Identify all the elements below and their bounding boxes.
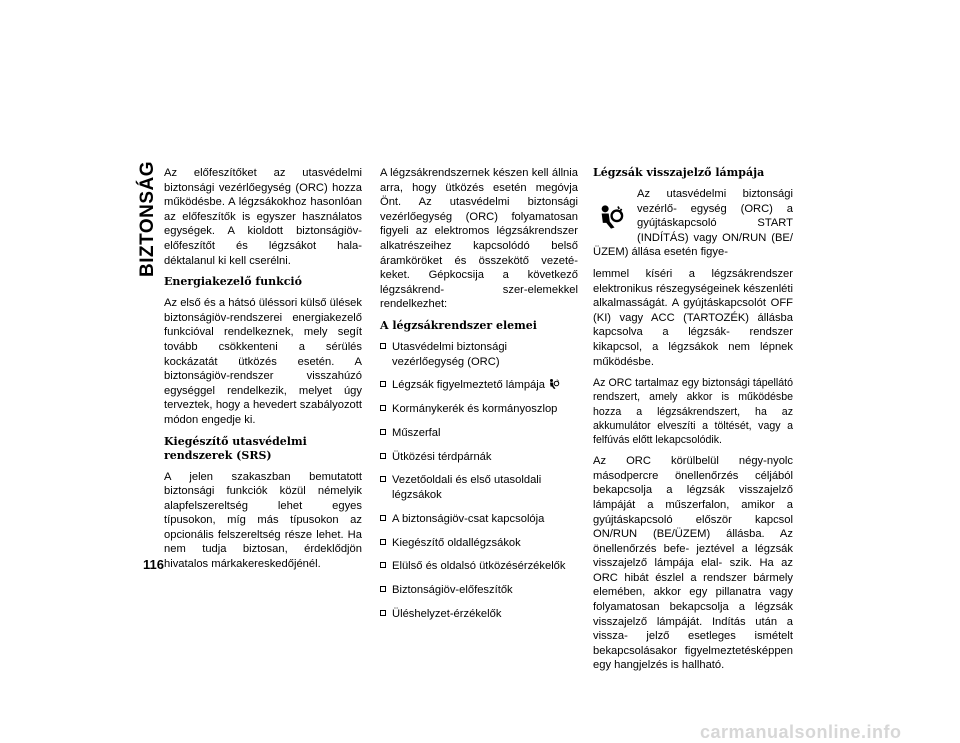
checkbox-square-icon [380, 539, 386, 545]
heading-energy-management: Energiakezelő funkció [164, 275, 302, 289]
heading-airbag-components: A légzsákrendszer elemei [380, 318, 537, 332]
checkbox-square-icon [380, 453, 386, 459]
checkbox-square-icon [380, 429, 386, 435]
paragraph-warning-light-intro: Az utasvédelmi biztonsági vezérlő- egység (ORC) a gyújtáskapcsoló START (INDÍTÁS) vagy ON/RUN (BE/ÜZEM) állása esetén figye- [593, 188, 793, 259]
section-title: BIZTONSÁG [137, 160, 158, 278]
checkbox-square-icon [380, 610, 386, 616]
checkbox-square-icon [380, 562, 386, 568]
checkbox-square-icon [380, 476, 386, 482]
paragraph-warning-light-cont: lemmel kíséri a légzsákrendszer elektronikus részegységeinek készenléti alkalmasságát. A gyújtáskapcsolót OFF (KI) vagy ACC (TARTOZÉK) állásba kapcsolva a légzsák- rendszer kikapcsol, a légzsákok nem lépnek működésbe. [593, 267, 793, 368]
heading-airbag-warning-light: Légzsák visszajelző lámpája [593, 166, 765, 179]
paragraph-energy-management: Az első és a hátsó üléssori külső ülések biztonságiöv-rendszerei energiakezelő funkcióval rendelkeznek, mely segít tovább csökkenteni a sérülés kockázatát ütközés esetén. A biztonságiöv-rendszer visszahúzó egységgel rendelkezik, melyet úgy terveztek, hogy a hevedert szabályozott módon engedje ki. [164, 297, 362, 426]
paragraph-backup-power: Az ORC tartalmaz egy biztonsági tápellátó rendszert, amely akkor is működésbe hozza a légzsákrendszert, ha az akkumulátor elveszíti a töltését, vagy a felfúvás előtt lekapcsolódik. [593, 377, 793, 446]
warning-light-block [593, 187, 793, 260]
paragraph-airbag-system: A légzsákrendszernek készen kell állnia arra, hogy ütközés esetén megóvja Önt. Az utasvédelmi biztonsági vezérlőegység (ORC) folyamatosan figyeli az elektromos légzsákrendszer alkatrészeihez kapcsolódó belső áramköröket és összekötő vezeté- keket. Gépkocsija a következő légzsákrend- szer-elemekkel rendelkezhet: [380, 167, 578, 311]
watermark: carmanualsonline.info [700, 722, 902, 742]
checkbox-square-icon [380, 343, 386, 349]
list-item: Utasvédelmi biztonsági vezérlőegység (ORC) [380, 340, 578, 369]
list-item: Kiegészítő oldallégzsákok [380, 536, 578, 551]
list-item: Kormánykerék és kormányoszlop [380, 402, 578, 417]
paragraph-pretensioner: Az előfeszítőket az utasvédelmi biztonsági vezérlőegység (ORC) hozza működésbe. A légzsákokhoz hasonlóan az előfeszítők is egyszer használatos egységek. A kioldott biztonságiöv-előfeszítőt és légzsákot hala- déktalanul ki kell cserélni. [164, 167, 362, 267]
page-number: 116 [143, 557, 164, 572]
airbag-components-list [380, 340, 578, 622]
list-item: Vezetőoldali és első utasoldali légzsákok [380, 473, 578, 502]
list-item: Üléshelyzet-érzékelők [380, 607, 578, 622]
list-item: Elülső és oldalsó ütközésérzékelők [380, 559, 578, 574]
column-1 [164, 166, 362, 579]
checkbox-square-icon [380, 586, 386, 592]
checkbox-square-icon [380, 515, 386, 521]
column-3 [593, 166, 793, 680]
airbag-warning-light-icon [597, 203, 625, 231]
checkbox-square-icon [380, 405, 386, 411]
section-side-tab [137, 160, 159, 278]
paragraph-srs: A jelen szakaszban bemutatott biztonsági funkciók közül némelyik alapfelszereltség lehet egyes típusokon, míg más típusokon az opcionális felszereltség része lehet. Ha nem tudja biztosan, érdeklődjön hivatalos márkakereskedőjénél. [164, 470, 362, 571]
column-2 [380, 166, 578, 631]
list-item: Légzsák figyelmeztető lámpája [380, 378, 578, 393]
list-item: Biztonságiöv-előfeszítők [380, 583, 578, 598]
heading-srs: Kiegészítő utasvédelmi rendszerek (SRS) [164, 434, 307, 462]
checkbox-square-icon [380, 381, 386, 387]
list-item: A biztonságiöv-csat kapcsolója [380, 512, 578, 527]
list-item: Ütközési térdpárnák [380, 450, 578, 465]
paragraph-self-check: Az ORC körülbelül négy-nyolc másodpercre önellenőrzés céljából bekapcsolja a légzsák visszajelző lámpáját a műszerfalon, amikor a gyújtáskapcsoló először kapcsol ON/RUN (BE/ÜZEM) állásba. Az önellenőrzés befe- jeztével a légzsák visszajelző lámpája elal- szik. Ha az ORC hibát észlel a rendszer bármely elemében, akkor egy pillanatra vagy folyamatosan bekapcsolja a légzsák visszajelző lámpáját. Indítás után a vissza- jelző esetleges ismételt bekapcsolásakor figyelmeztetésképpen egy hangjelzés is hallható. [593, 455, 793, 672]
list-item: Műszerfal [380, 426, 578, 441]
airbag-warning-icon [548, 378, 560, 390]
